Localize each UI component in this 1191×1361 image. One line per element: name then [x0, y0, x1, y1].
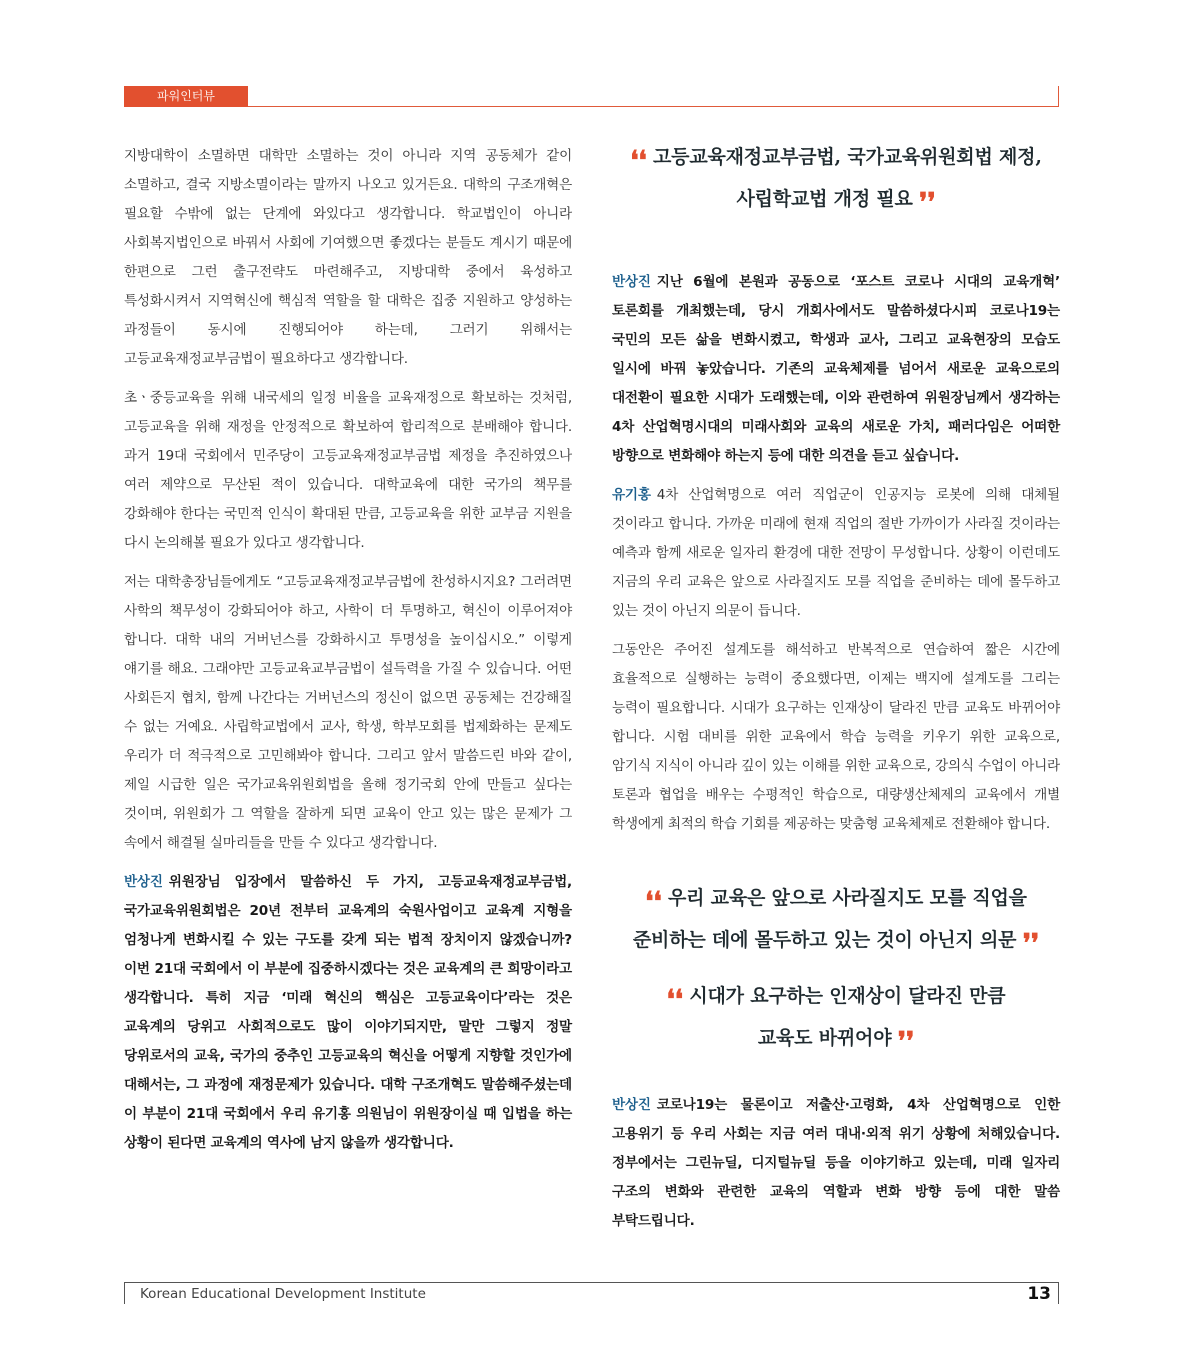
- heading-line: 고등교육재정교부금법, 국가교육위원회법 제정,: [653, 146, 1042, 168]
- heading-line: 시대가 요구하는 인재상이 달라진 만큼: [689, 985, 1006, 1007]
- speaker-name: 유기홍: [612, 487, 651, 503]
- header-rule: [248, 106, 1059, 107]
- question-text: 위원장님 입장에서 말씀하신 두 가지, 고등교육재정교부금법, 국가교육위원회법은 20년 전부터 교육계의 숙원사업이고 교육계 지형을 엄청나게 변화시킬 수 있는 구도를 갖게 되는 법적 장치이지 않겠습니까? 이번 21대 국회에서 이 부분에 집중하시겠다는 것은 교육계의 큰 희망이라고 생각합니다. 특히 지금 ‘미래 혁신의 핵심은 고등교육이다’라는 것은 교육계의 당위고 사회적으로도 많이 이야기되지만, 말만 그렇지 정말 당위로서의 교육, 국가의 중추인 고등교육의 혁신을 어떻게 지향할 것인가에 대해서는, 그 과정에 재정문제가 있습니다. 대학 구조개혁도 말씀해주셨는데 이 부분이 21대 국회에서 우리 유기홍 의원님이 위원장이실 때 입법을 하는 상황이 된다면 교육계의 역사에 남지 않을까 생각합니다.: [124, 874, 572, 1151]
- footer-org: Korean Educational Development Institute: [140, 1286, 426, 1302]
- left-paragraph-3: 저는 대학총장님들에게도 “고등교육재정교부금법에 찬성하시지요? 그러려면 사학의 책무성이 강화되어야 하고, 사학이 더 투명하고, 혁신이 이루어져야 합니다. 대학 내의 거버넌스를 강화하시고 투명성을 높이십시오.” 이렇게 얘기를 해요. 그래야만 고등교육교부금법이 설득력을 가질 수 있습니다. 어떤 사회든지 협치, 함께 나간다는 거버넌스의 정신이 없으면 공동체는 건강해질 수 없는 거예요. 사립학교법에서 교사, 학생, 학부모회를 법제화하는 문제도 우리가 더 적극적으로 고민해봐야 합니다. 그리고 앞서 말씀드린 바와 같이, 제일 시급한 일은 국가교육위원회법을 올해 정기국회 안에 만들고 싶다는 것이며, 위원회가 그 역할을 잘하게 되면 교육이 안고 있는 많은 문제가 그 속에서 해결될 실마리들을 만들 수 있다고 생각합니다.: [124, 574, 572, 851]
- open-quote-icon: ❛❛: [630, 146, 647, 176]
- left-column: [124, 142, 572, 1168]
- footer-rule: [124, 1282, 1059, 1283]
- interview-question-3: [612, 1091, 1060, 1236]
- pull-quote-heading-1: [612, 138, 1060, 222]
- heading-line: 우리 교육은 앞으로 사라질지도 모를 직업을: [667, 887, 1027, 909]
- question-text: 지난 6월에 본원과 공동으로 ‘포스트 코로나 시대의 교육개혁’ 토론회를 개최했는데, 당시 개회사에서도 말씀하셨다시피 코로나19는 국민의 모든 삶을 변화시켰고, 학생과 교사, 그리고 교육현장의 모습도 일시에 바꿔 놓았습니다. 기존의 교육체제를 넘어서 새로운 교육으로의 대전환이 필요한 시대가 도래했는데, 이와 관련하여 위원장님께서 생각하는 4차 산업혁명시대의 미래사회와 교육의 새로운 가치, 패러다임은 어떠한 방향으로 변화해야 하는지 등에 대한 의견을 듣고 싶습니다.: [612, 274, 1060, 464]
- right-column: [612, 138, 1060, 1246]
- question-text: 코로나19는 물론이고 저출산·고령화, 4차 산업혁명으로 인한 고용위기 등 우리 사회는 지금 여러 대내·외적 위기 상황에 처해있습니다. 정부에서는 그린뉴딜, 디지털뉴딜 등을 이야기하고 있는데, 미래 일자리 구조의 변화와 관련한 교육의 역할과 변화 방향 등에 대한 말씀 부탁드립니다.: [612, 1097, 1060, 1229]
- interview-answer-2: [612, 481, 1060, 626]
- close-quote-icon: ❜❜: [919, 188, 936, 218]
- footer-rule-tick-right: [1058, 1282, 1059, 1304]
- right-paragraph: 그동안은 주어진 설계도를 해석하고 반복적으로 연습하여 짧은 시간에 효율적으로 실행하는 능력이 중요했다면, 이제는 백지에 설계도를 그리는 능력이 필요합니다. 시대가 요구하는 인재상이 달라진 만큼 교육도 바뀌어야 합니다. 시험 대비를 위한 교육에서 학습 능력을 키우기 위한 교육으로, 암기식 지식이 아니라 깊이 있는 이해를 위한 교육으로, 강의식 수업이 아니라 토론과 협업을 배우는 수평적인 학습으로, 대량생산체제의 교육에서 개별 학생에게 최적의 학습 기회를 제공하는 맞춤형 교육체제로 전환해야 합니다.: [612, 642, 1060, 832]
- pull-quote-heading-3: [612, 977, 1060, 1061]
- heading-line: 교육도 바뀌어야: [757, 1027, 892, 1049]
- open-quote-icon: ❛❛: [645, 887, 662, 917]
- footer-rule-tick-left: [124, 1282, 125, 1304]
- close-quote-icon: ❜❜: [1022, 929, 1040, 959]
- header-rule-tick: [1058, 86, 1059, 107]
- interview-question-2: [612, 268, 1060, 471]
- speaker-name: 반상진: [612, 274, 651, 290]
- answer-text: 4차 산업혁명으로 여러 직업군이 인공지능 로봇에 의해 대체될 것이라고 합니다. 가까운 미래에 현재 직업의 절반 가까이가 사라질 것이라는 예측과 함께 새로운 일자리 환경에 대한 전망이 무성합니다. 상황이 이런데도 지금의 우리 교육은 앞으로 사라질지도 모를 직업을 준비하는 데에 몰두하고 있는 것이 아닌지 의문이 듭니다.: [612, 487, 1060, 619]
- heading-line: 준비하는 데에 몰두하고 있는 것이 아닌지 의문: [632, 929, 1017, 951]
- section-tag: 파워인터뷰: [124, 86, 248, 107]
- interview-question-1: [124, 868, 572, 1158]
- open-quote-icon: ❛❛: [666, 985, 683, 1015]
- pull-quote-heading-2: [612, 879, 1060, 963]
- page-number: 13: [1027, 1284, 1051, 1304]
- speaker-name: 반상진: [612, 1097, 651, 1113]
- heading-line: 사립학교법 개정 필요: [736, 188, 913, 210]
- close-quote-icon: ❜❜: [897, 1027, 915, 1057]
- left-paragraph-1: 지방대학이 소멸하면 대학만 소멸하는 것이 아니라 지역 공동체가 같이 소멸하고, 결국 지방소멸이라는 말까지 나오고 있거든요. 대학의 구조개혁은 필요할 수밖에 없는 단계에 와있다고 생각합니다. 학교법인이 아니라 사회복지법인으로 바꿔서 사회에 기여했으면 좋겠다는 분들도 계시기 때문에 한편으로 그런 출구전략도 마련해주고, 지방대학 중에서 육성하고 특성화시켜서 지역혁신에 핵심적 역할을 할 대학은 집중 지원하고 양성하는 과정들이 동시에 진행되어야 하는데, 그러기 위해서는 고등교육재정교부금법이 필요하다고 생각합니다.: [124, 148, 572, 367]
- speaker-name: 반상진: [124, 874, 163, 890]
- left-paragraph-2: 초ㆍ중등교육을 위해 내국세의 일정 비율을 교육재정으로 확보하는 것처럼, 고등교육을 위해 재정을 안정적으로 확보하여 합리적으로 분배해야 합니다. 과거 19대 국회에서 민주당이 고등교육재정교부금법 제정을 추진하였으나 여러 제약으로 무산된 적이 있습니다. 대학교육에 대한 국가의 책무를 강화해야 한다는 국민적 인식이 확대된 만큼, 고등교육을 위한 교부금 지원을 다시 논의해볼 필요가 있다고 생각합니다.: [124, 390, 572, 551]
